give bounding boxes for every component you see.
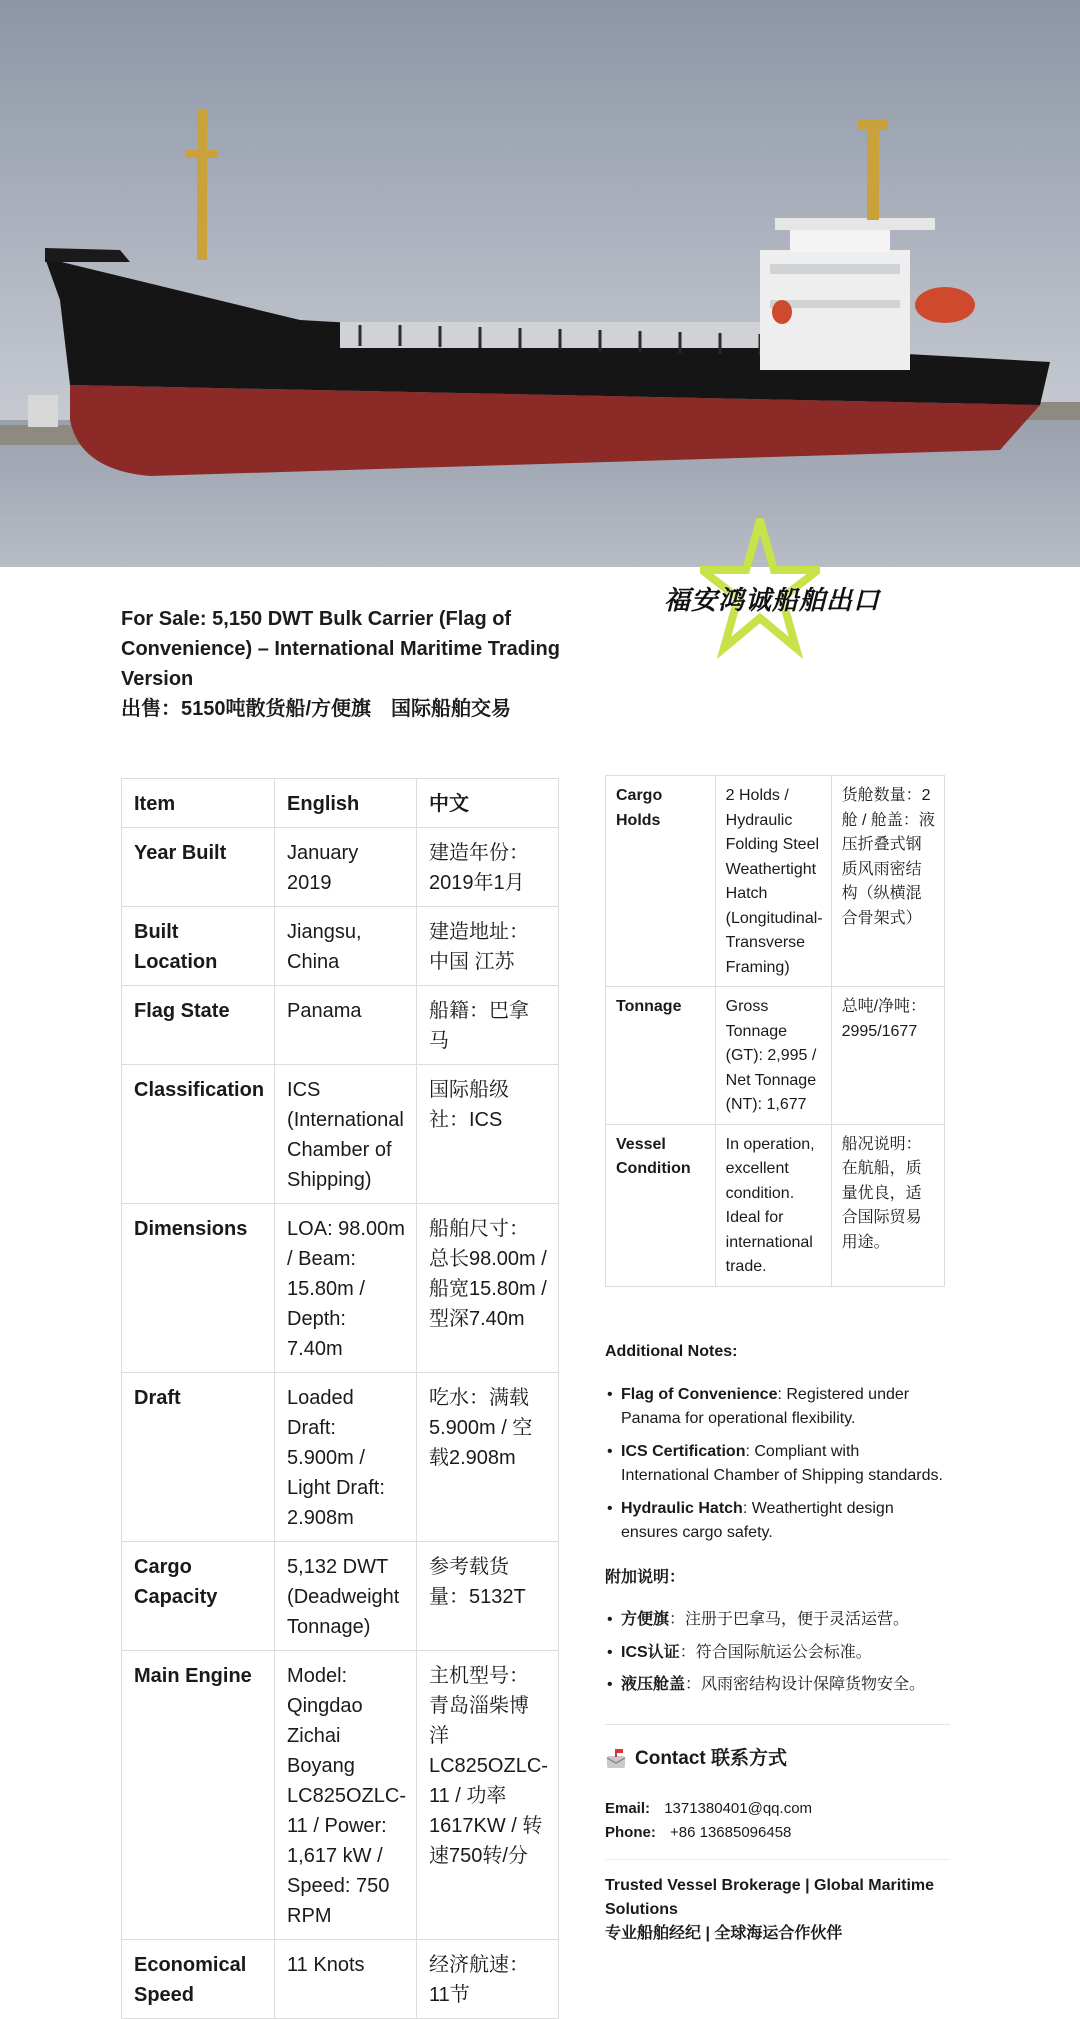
note-text: ：风雨密结构设计保障货物安全。: [685, 1676, 926, 1693]
footer: [605, 1874, 950, 1946]
table-cell: LOA: 98.00m / Beam: 15.80m / Depth: 7.40m: [275, 1204, 417, 1373]
table-cell: Year Built: [122, 828, 275, 907]
note-label: ICS Certification: [621, 1442, 746, 1460]
table-cell: 5,132 DWT (Deadweight Tonnage): [275, 1542, 417, 1651]
note-text: : Registered under Panama for operational flexibility.: [621, 1385, 910, 1427]
contact-email: [605, 1797, 950, 1821]
footer-cn: 专业船舶经纪 | 全球海运合作伙伴: [605, 1925, 843, 1942]
contact-phone: [605, 1821, 950, 1845]
table-cell: 总吨/净吨：2995/1677: [831, 987, 944, 1125]
contact-heading-text: Contact 联系方式: [635, 1747, 788, 1769]
note-label: 方便旗: [621, 1611, 670, 1628]
table-cell: 主机型号：青岛淄柴博洋LC825OZLC-11 / 功率1617KW / 转速750转/分: [416, 1651, 558, 1940]
table-cell: Panama: [275, 986, 417, 1065]
note-item: [605, 1673, 950, 1698]
note-text: ：符合国际航运公会标准。: [679, 1643, 872, 1661]
table-cell: January 2019: [275, 828, 417, 907]
table-cell: 吃水：满载5.900m / 空载2.908m: [416, 1373, 558, 1542]
table-cell: Vessel Condition: [606, 1124, 716, 1286]
email-value[interactable]: 1371380401@qq.com: [664, 1800, 813, 1817]
title-cn: 出售：5150吨散货船/方便旗 国际船舶交易: [121, 698, 512, 720]
table-row: [122, 1204, 559, 1373]
table-row: [122, 1542, 559, 1651]
note-text: ：注册于巴拿马，便于灵活运营。: [669, 1611, 910, 1628]
note-item: [605, 1440, 950, 1489]
table-cell: Classification: [122, 1065, 275, 1204]
table-header-cell: English: [275, 779, 417, 828]
table-row: [606, 987, 945, 1125]
note-label: Hydraulic Hatch: [621, 1499, 743, 1517]
table-row: [122, 1940, 559, 2019]
table-row: [122, 986, 559, 1065]
logo-text: 福安鸿诚船舶出口: [664, 585, 881, 615]
note-item: [605, 1608, 950, 1633]
table-cell: Dimensions: [122, 1204, 275, 1373]
email-label: Email:: [605, 1800, 651, 1817]
table-cell: 参考载货量：5132T: [416, 1542, 558, 1651]
phone-value[interactable]: +86 13685096458: [670, 1824, 792, 1841]
note-text: : Weathertight design ensures cargo safety.: [621, 1499, 894, 1541]
table-cell: 船舶尺寸：总长98.00m / 船宽15.80m / 型深7.40m: [416, 1204, 558, 1373]
phone-label: Phone:: [605, 1824, 656, 1841]
title-en: For Sale: 5,150 DWT Bulk Carrier (Flag of Convenience) – International Maritime Trading Version: [121, 608, 560, 690]
bullet-icon: •: [607, 1643, 613, 1661]
table-cell: Loaded Draft: 5.900m / Light Draft: 2.908m: [275, 1373, 417, 1542]
bullet-icon: •: [607, 1442, 613, 1460]
ship-photo: [0, 0, 1080, 567]
table-cell: Tonnage: [606, 987, 716, 1125]
table-row: [122, 1651, 559, 1940]
table-cell: 船籍：巴拿马: [416, 986, 558, 1065]
table-cell: Draft: [122, 1373, 275, 1542]
bullet-icon: •: [607, 1611, 613, 1628]
notes-heading-cn: 附加说明：: [605, 1568, 686, 1586]
bullet-icon: •: [607, 1499, 613, 1517]
divider: [605, 1859, 950, 1860]
table-cell: 船况说明：在航船，质量优良，适合国际贸易用途。: [831, 1124, 944, 1286]
contact-heading: [605, 1747, 950, 1772]
bullet-icon: •: [607, 1676, 613, 1693]
footer-en: Trusted Vessel Brokerage | Global Maritime Solutions: [605, 1877, 935, 1918]
table-cell: Jiangsu, China: [275, 907, 417, 986]
spec-table-continued: [605, 775, 945, 1287]
table-row: [122, 828, 559, 907]
table-cell: 11 Knots: [275, 1940, 417, 2019]
notes-list-cn: [605, 1608, 950, 1698]
note-label: 液压舱盖: [621, 1676, 686, 1693]
table-cell: 2 Holds / Hydraulic Folding Steel Weathertight Hatch (Longitudinal-Transverse Framing): [715, 776, 831, 987]
table-cell: Model: Qingdao Zichai Boyang LC825OZLC-11 / Power: 1,617 kW / Speed: 750 RPM: [275, 1651, 417, 1940]
notes-section: [605, 1340, 950, 1946]
table-cell: Main Engine: [122, 1651, 275, 1940]
table-cell: ICS (International Chamber of Shipping): [275, 1065, 417, 1204]
table-header-cell: 中文: [416, 779, 558, 828]
table-cell: 国际船级社：ICS: [416, 1065, 558, 1204]
table-cell: 建造年份：2019年1月: [416, 828, 558, 907]
note-label: Flag of Convenience: [621, 1385, 778, 1403]
table-cell: Cargo Capacity: [122, 1542, 275, 1651]
table-header-cell: Item: [122, 779, 275, 828]
note-item: [605, 1497, 950, 1546]
table-cell: Gross Tonnage (GT): 2,995 / Net Tonnage (NT): 1,677: [715, 987, 831, 1125]
table-cell: Built Location: [122, 907, 275, 986]
note-text: : Compliant with International Chamber of Shipping standards.: [621, 1442, 943, 1484]
table-cell: 货舱数量：2舱 / 舱盖：液压折叠式钢质风雨密结构（纵横混合骨架式）: [831, 776, 944, 987]
table-row: [122, 1373, 559, 1542]
note-item: [605, 1383, 950, 1432]
table-row: [122, 1065, 559, 1204]
table-cell: 建造地址：中国 江苏: [416, 907, 558, 986]
note-label: ICS认证: [621, 1643, 680, 1661]
spec-table: [121, 778, 559, 2019]
table-cell: Economical Speed: [122, 1940, 275, 2019]
page-title: [121, 604, 581, 724]
table-cell: Flag State: [122, 986, 275, 1065]
note-item: [605, 1641, 950, 1666]
table-cell: In operation, excellent condition. Ideal for international trade.: [715, 1124, 831, 1286]
table-row: [606, 776, 945, 987]
table-row: [122, 907, 559, 986]
notes-list-en: [605, 1383, 950, 1546]
notes-heading-en: Additional Notes:: [605, 1343, 738, 1360]
table-cell: Cargo Holds: [606, 776, 716, 987]
company-logo: [660, 518, 920, 658]
table-cell: 经济航速：11节: [416, 1940, 558, 2019]
divider: [605, 1724, 950, 1725]
table-header-row: [122, 779, 559, 828]
mailbox-icon: [605, 1748, 627, 1770]
table-row: [606, 1124, 945, 1286]
bullet-icon: •: [607, 1385, 613, 1403]
